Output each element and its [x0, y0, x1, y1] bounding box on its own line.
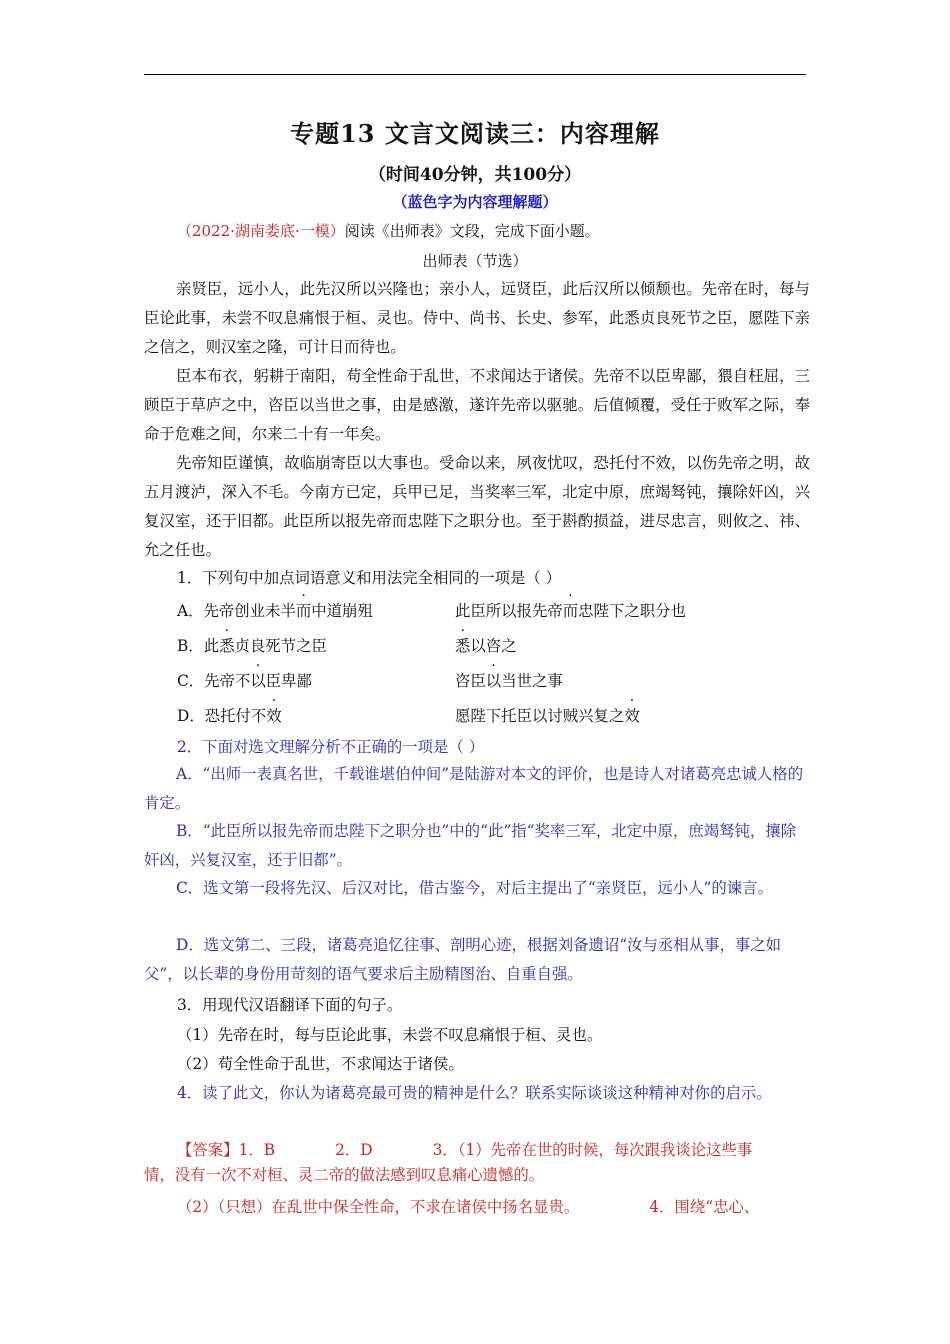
- question-1-option-b: B．此悉贞良死节之臣: [177, 637, 327, 655]
- answer-1: 1．B: [238, 1141, 276, 1159]
- question-2-stem: 2．下面对选文理解分析不正确的一项是（ ）: [177, 738, 485, 756]
- answer-line-1-cont: 情，没有一次不对桓、灵二帝的做法感到叹息痛心遗憾的。: [144, 1166, 545, 1184]
- question-2-option-c: C．选文第一段将先汉、后汉对比，借古鉴今，对后主提出了“亲贤臣，远小人”的谏言。: [176, 879, 773, 897]
- question-2-option-a: A．“出师一表真名世，千载谁堪伯仲间”是陆游对本文的评价，也是诗人对诸葛亮忠诚人格的肯定。: [144, 765, 804, 812]
- question-3-stem: 3．用现代汉语翻译下面的句子。: [177, 996, 403, 1014]
- answer-3-1: 3．（1）先帝在世的时候，每次跟我谈论这些事: [432, 1141, 753, 1159]
- answer-line-1: [177, 1138, 752, 1160]
- question-1-option-d-right: 愿陛下托臣以讨贼兴复之效: [455, 707, 640, 725]
- question-1-option-a-right: 此臣所以报先帝而忠陛下之职分也: [455, 602, 686, 620]
- passage-title: 出师表（节选）: [422, 252, 528, 270]
- color-note: （蓝色字为内容理解题）: [392, 193, 558, 211]
- question-3-item-1: （1）先帝在时，每与臣论此事，未尝不叹息痛恨于桓、灵也。: [177, 1026, 603, 1044]
- answer-2: 2．D: [335, 1141, 373, 1159]
- question-4-stem: 4．读了此文，你认为诸葛亮最可贵的精神是什么？联系实际谈谈这种精神对你的启示。: [177, 1084, 772, 1102]
- header-rule: [144, 74, 806, 75]
- source-line: [177, 220, 600, 241]
- question-2-option-b: B．“此臣所以报先帝而忠陛下之职分也”中的“此”指“奖率三军，北定中原，庶竭驽钝，攘除奸凶，兴复汉室，还于旧都”。: [144, 822, 797, 869]
- passage-paragraph-1: 亲贤臣，远小人，此先汉所以兴隆也；亲小人，远贤臣，此后汉所以倾颓也。先帝在时，每与臣论此事，未尝不叹息痛恨于桓、灵也。侍中、尚书、长史、参军，此悉贞良死节之臣，愿陛下亲之信之，则汉室之隆，可计日而待也。: [144, 280, 810, 356]
- passage-paragraph-2: 臣本布衣，躬耕于南阳，苟全性命于乱世，不求闻达于诸侯。先帝不以臣卑鄙，猥自枉屈，三顾臣于草庐之中，咨臣以当世之事，由是感激，遂许先帝以驱驰。后值倾覆，受任于败军之际，奉命于危难之间，尔来二十有一年矣。: [144, 367, 810, 443]
- page-subtitle: （时间40分钟，共100分）: [368, 165, 582, 185]
- question-1-option-d: D．恐托付不效: [177, 707, 282, 725]
- question-1-option-c-right: 咨臣以当世之事: [455, 672, 563, 690]
- question-1-stem: 1．下列句中加点词语意义和用法完全相同的一项是（ ）: [177, 569, 562, 587]
- answer-3-2: （2）（只想）在乱世中保全性命，不求在诸侯中扬名显贵。: [177, 1198, 580, 1216]
- answer-4: 4．围绕“忠心、: [649, 1198, 760, 1216]
- question-3-item-2: （2）苟全性命于乱世，不求闻达于诸侯。: [177, 1055, 464, 1073]
- source-tag: （2022·湖南娄底·一模）: [177, 222, 345, 240]
- question-1-option-c: C．先帝不以臣卑鄙: [177, 672, 312, 690]
- passage-paragraph-3: 先帝知臣谨慎，故临崩寄臣以大事也。受命以来，夙夜忧叹，恐托付不效，以伤先帝之明，故五月渡泸，深入不毛。今南方已定，兵甲已足，当奖率三军，北定中原，庶竭驽钝，攘除奸凶，兴复汉室，还于旧都。此臣所以报先帝而忠陛下之职分也。至于斟酌损益，进尽忠言，则攸之、祎、允之任也。: [144, 454, 810, 559]
- answer-label: 【答案】: [177, 1141, 239, 1159]
- question-2-option-d: D．选文第二、三段，诸葛亮追忆往事、剖明心迹，根据刘备遗诏“汝与丞相从事，事之如父”，以长辈的身份用苛刻的语气要求后主励精图治、自重自强。: [144, 936, 782, 983]
- page-title: 专题13 文言文阅读三：内容理解: [290, 119, 660, 148]
- question-1-option-b-right: 悉以咨之: [455, 637, 517, 655]
- question-1-option-a: A．先帝创业未半而中道崩殂: [177, 602, 373, 620]
- answer-line-2: [177, 1195, 759, 1217]
- source-instruction: 阅读《出师表》文段，完成下面小题。: [344, 222, 600, 240]
